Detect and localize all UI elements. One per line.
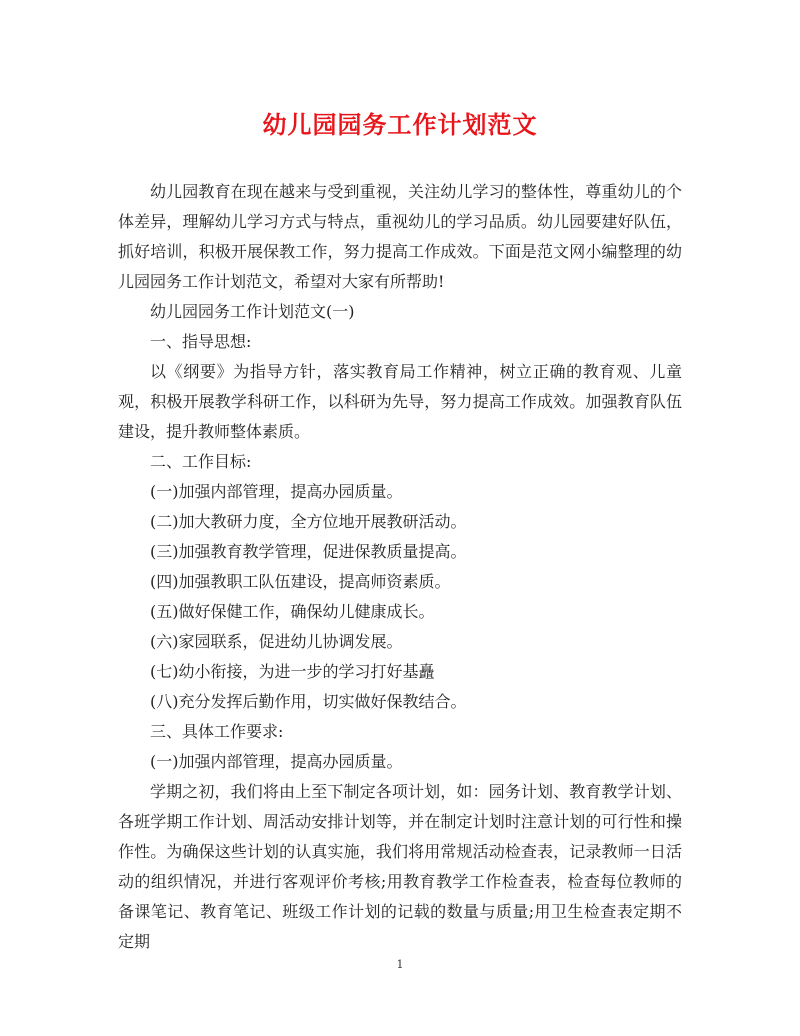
page-number: 1 — [396, 958, 404, 971]
section-heading-requirements: 三、具体工作要求: — [150, 722, 284, 741]
section-heading-work-goals: 二、工作目标: — [150, 452, 252, 471]
goal-item: (七)幼小衔接，为进一步的学习打好基矗 — [150, 662, 435, 681]
document-body — [118, 177, 682, 957]
subsection-heading: (一)加强内部管理，提高办园质量。 — [150, 752, 403, 771]
document-title: 幼儿园园务工作计划范文 — [262, 110, 538, 139]
goal-item: (四)加强教职工队伍建设，提高师资素质。 — [150, 572, 451, 591]
paragraph-requirements: 学期之初，我们将由上至下制定各项计划，如：园务计划、教育教学计划、各班学期工作计划、周活动安排计划等，并在制定计划时注意计划的可行性和操作性。为确保这些计划的认真实施，我们将用常规活动检查表，记录教师一日活动的组织情况，并进行客观评价考核;用教育教学工作检查表，检查每位教师的备课笔记、教育笔记、班级工作计划的记载的数量与质量;用卫生检查表定期不定期 — [118, 782, 682, 951]
goal-item: (八)充分发挥后勤作用，切实做好保教结合。 — [150, 692, 467, 711]
goal-item: (二)加大教研力度，全方位地开展教研活动。 — [150, 512, 467, 531]
goal-item: (五)做好保健工作，确保幼儿健康成长。 — [150, 602, 435, 621]
goal-item: (三)加强教育教学管理，促进保教质量提高。 — [150, 542, 467, 561]
paragraph-subtitle: 幼儿园园务工作计划范文(一) — [150, 302, 355, 321]
paragraph-intro: 幼儿园教育在现在越来与受到重视，关注幼儿学习的整体性，尊重幼儿的个体差异，理解幼儿学习方式与特点，重视幼儿的学习品质。幼儿园要建好队伍，抓好培训，积极开展保教工作，努力提高工作成效。下面是范文网小编整理的幼儿园园务工作计划范文，希望对大家有所帮助! — [118, 182, 682, 291]
section-heading-guiding-thought: 一、指导思想: — [150, 332, 252, 351]
paragraph-guiding-thought: 以《纲要》为指导方针，落实教育局工作精神，树立正确的教育观、儿童观，积极开展教学科研工作，以科研为先导，努力提高工作成效。加强教育队伍建设，提升教师整体素质。 — [118, 362, 682, 441]
goal-item: (六)家园联系，促进幼儿协调发展。 — [150, 632, 403, 651]
goal-item: (一)加强内部管理，提高办园质量。 — [150, 482, 403, 501]
